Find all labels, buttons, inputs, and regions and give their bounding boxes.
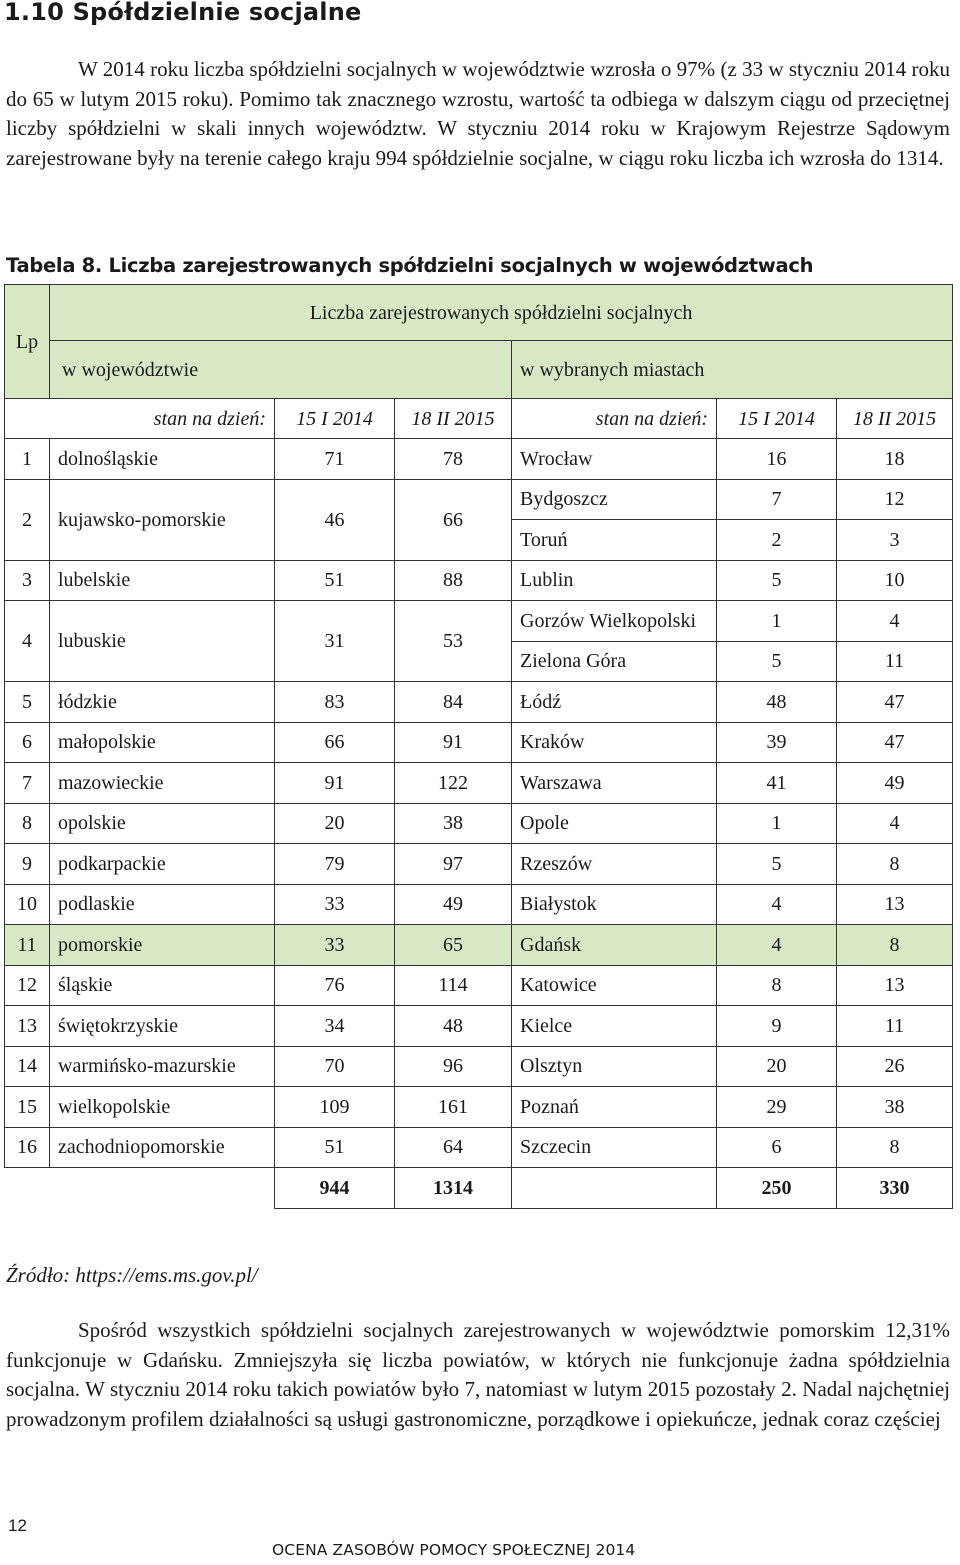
- date-2015-cities: 18 II 2015: [837, 399, 953, 439]
- city-count-2014-cell: 39: [717, 722, 837, 763]
- voivodeship-cell: śląskie: [50, 965, 275, 1006]
- city-count-2014-cell: 20: [717, 1046, 837, 1087]
- city-count-2015-cell: 10: [837, 560, 953, 601]
- lp-cell: 9: [5, 844, 50, 885]
- lp-cell: 5: [5, 682, 50, 723]
- city-count-2014-cell: 1: [717, 803, 837, 844]
- city-count-2014-cell: 8: [717, 965, 837, 1006]
- source-note: Źródło: https://ems.ms.gov.pl/: [6, 1263, 258, 1287]
- city-count-2015-cell: 49: [837, 763, 953, 804]
- count-2014-cell: 83: [275, 682, 395, 723]
- lp-cell: 2: [5, 479, 50, 560]
- voivodeship-cell: pomorskie: [50, 925, 275, 966]
- total-cities-2014: 250: [717, 1168, 837, 1209]
- count-2015-cell: 114: [395, 965, 512, 1006]
- voivodeship-cell: podkarpackie: [50, 844, 275, 885]
- lp-cell: 6: [5, 722, 50, 763]
- count-2014-cell: 34: [275, 1006, 395, 1047]
- cooperatives-table: [4, 284, 953, 1209]
- intro-paragraph: [6, 55, 950, 173]
- count-2015-cell: 66: [395, 479, 512, 560]
- count-2015-cell: 161: [395, 1087, 512, 1128]
- table-row: [5, 722, 953, 763]
- total-cities-2015: 330: [837, 1168, 953, 1209]
- city-count-2014-cell: 5: [717, 641, 837, 682]
- voivodeship-cell: opolskie: [50, 803, 275, 844]
- lp-cell: 14: [5, 1046, 50, 1087]
- table-row: [5, 1087, 953, 1128]
- table-row: [5, 803, 953, 844]
- city-count-2014-cell: 1: [717, 601, 837, 642]
- count-2014-cell: 79: [275, 844, 395, 885]
- voivodeship-cell: podlaskie: [50, 884, 275, 925]
- count-2014-cell: 51: [275, 1127, 395, 1168]
- table-row: [5, 560, 953, 601]
- city-cell: Gorzów Wielkopolski: [512, 601, 717, 642]
- table-row: [5, 1046, 953, 1087]
- city-cell: Zielona Góra: [512, 641, 717, 682]
- lp-cell: 7: [5, 763, 50, 804]
- count-2014-cell: 51: [275, 560, 395, 601]
- count-2015-cell: 91: [395, 722, 512, 763]
- city-cell: Warszawa: [512, 763, 717, 804]
- main-header: Liczba zarejestrowanych spółdzielni socjalnych: [50, 285, 953, 341]
- voivodeship-cell: kujawsko-pomorskie: [50, 479, 275, 560]
- stan-label-cities: stan na dzień:: [512, 399, 717, 439]
- table-row: [5, 479, 953, 520]
- city-count-2015-cell: 26: [837, 1046, 953, 1087]
- voivodeship-cell: lubelskie: [50, 560, 275, 601]
- city-count-2015-cell: 4: [837, 601, 953, 642]
- city-cell: Gdańsk: [512, 925, 717, 966]
- count-2015-cell: 64: [395, 1127, 512, 1168]
- count-2015-cell: 88: [395, 560, 512, 601]
- count-2015-cell: 84: [395, 682, 512, 723]
- count-2015-cell: 122: [395, 763, 512, 804]
- lp-cell: 1: [5, 439, 50, 480]
- lp-cell: 12: [5, 965, 50, 1006]
- count-2015-cell: 97: [395, 844, 512, 885]
- city-count-2014-cell: 7: [717, 479, 837, 520]
- lp-cell: 16: [5, 1127, 50, 1168]
- city-cell: Rzeszów: [512, 844, 717, 885]
- lp-cell: 8: [5, 803, 50, 844]
- city-count-2015-cell: 4: [837, 803, 953, 844]
- table-row: [5, 1006, 953, 1047]
- count-2014-cell: 33: [275, 884, 395, 925]
- count-2015-cell: 48: [395, 1006, 512, 1047]
- table-row: [5, 763, 953, 804]
- section-heading: 1.10 Spółdzielnie socjalne: [4, 0, 362, 26]
- table-row: [5, 1127, 953, 1168]
- city-count-2015-cell: 12: [837, 479, 953, 520]
- city-cell: Szczecin: [512, 1127, 717, 1168]
- voivodeship-header: w województwie: [50, 341, 512, 399]
- city-cell: Poznań: [512, 1087, 717, 1128]
- city-count-2014-cell: 4: [717, 884, 837, 925]
- count-2015-cell: 53: [395, 601, 512, 682]
- city-cell: Opole: [512, 803, 717, 844]
- city-cell: Kraków: [512, 722, 717, 763]
- lp-cell: 4: [5, 601, 50, 682]
- city-count-2014-cell: 9: [717, 1006, 837, 1047]
- city-count-2015-cell: 8: [837, 1127, 953, 1168]
- lp-cell: 11: [5, 925, 50, 966]
- intro-paragraph-text: W 2014 roku liczba spółdzielni socjalnych w województwie wzrosła o 97% (z 33 w styczniu 2014 roku do 65 w lutym 2015 roku). Pomimo tak znacznego wzrostu, wartość ta odbiega w dalszym ciągu od przeciętnej liczby spółdzielni w skali innych województw. W styczniu 2014 roku w Krajowym Rejestrze Sądowym zarejestrowane były na terenie całego kraju 994 spółdzielnie socjalne, w ciągu roku liczba ich wzrosła do 1314.: [6, 57, 950, 170]
- city-count-2014-cell: 29: [717, 1087, 837, 1128]
- count-2015-cell: 96: [395, 1046, 512, 1087]
- count-2014-cell: 33: [275, 925, 395, 966]
- city-cell: Kielce: [512, 1006, 717, 1047]
- lp-cell: 3: [5, 560, 50, 601]
- stan-label-voivodeship: stan na dzień:: [5, 399, 275, 439]
- lp-header: Lp: [5, 285, 50, 399]
- voivodeship-cell: wielkopolskie: [50, 1087, 275, 1128]
- city-count-2015-cell: 47: [837, 722, 953, 763]
- page-footer: OCENA ZASOBÓW POMOCY SPOŁECZNEJ 2014: [272, 1541, 636, 1559]
- count-2015-cell: 49: [395, 884, 512, 925]
- table-row: [5, 884, 953, 925]
- page-number: 12: [8, 1516, 27, 1535]
- voivodeship-cell: dolnośląskie: [50, 439, 275, 480]
- table-caption: Tabela 8. Liczba zarejestrowanych spółdzielni socjalnych w województwach: [6, 254, 814, 277]
- table-row: [5, 439, 953, 480]
- closing-paragraph-text: Spośród wszystkich spółdzielni socjalnych zarejestrowanych w województwie pomorskim 12,31% funkcjonuje w Gdańsku. Zmniejszyła się liczba powiatów, w których nie funkcjonuje żadna spółdzielnia socjalna. W styczniu 2014 roku takich powiatów było 7, natomiast w lutym 2015 pozostały 2. Nadal najchętniej prowadzonym profilem działalności są usługi gastronomiczne, porządkowe i opiekuńcze, jednak coraz częściej: [6, 1318, 950, 1431]
- voivodeship-cell: lubuskie: [50, 601, 275, 682]
- count-2015-cell: 78: [395, 439, 512, 480]
- city-cell: Wrocław: [512, 439, 717, 480]
- table-row: [5, 601, 953, 642]
- city-cell: Toruń: [512, 520, 717, 561]
- city-count-2015-cell: 8: [837, 925, 953, 966]
- city-count-2015-cell: 47: [837, 682, 953, 723]
- total-2015: 1314: [395, 1168, 512, 1209]
- totals-row: [5, 1168, 953, 1209]
- count-2014-cell: 66: [275, 722, 395, 763]
- city-count-2014-cell: 6: [717, 1127, 837, 1168]
- city-cell: Katowice: [512, 965, 717, 1006]
- city-count-2014-cell: 5: [717, 560, 837, 601]
- city-count-2015-cell: 38: [837, 1087, 953, 1128]
- city-count-2015-cell: 11: [837, 641, 953, 682]
- city-cell: Lublin: [512, 560, 717, 601]
- date-2015-voivodeship: 18 II 2015: [395, 399, 512, 439]
- count-2014-cell: 71: [275, 439, 395, 480]
- voivodeship-cell: małopolskie: [50, 722, 275, 763]
- date-2014-cities: 15 I 2014: [717, 399, 837, 439]
- city-count-2014-cell: 16: [717, 439, 837, 480]
- city-count-2015-cell: 13: [837, 965, 953, 1006]
- lp-cell: 13: [5, 1006, 50, 1047]
- city-count-2015-cell: 18: [837, 439, 953, 480]
- city-count-2015-cell: 8: [837, 844, 953, 885]
- count-2015-cell: 38: [395, 803, 512, 844]
- table-row: [5, 925, 953, 966]
- city-count-2015-cell: 3: [837, 520, 953, 561]
- city-count-2014-cell: 41: [717, 763, 837, 804]
- city-count-2014-cell: 5: [717, 844, 837, 885]
- totals-blank-cities: [512, 1168, 717, 1209]
- count-2014-cell: 70: [275, 1046, 395, 1087]
- voivodeship-cell: świętokrzyskie: [50, 1006, 275, 1047]
- date-2014-voivodeship: 15 I 2014: [275, 399, 395, 439]
- count-2014-cell: 91: [275, 763, 395, 804]
- count-2014-cell: 109: [275, 1087, 395, 1128]
- voivodeship-cell: warmińsko-mazurskie: [50, 1046, 275, 1087]
- city-cell: Bydgoszcz: [512, 479, 717, 520]
- count-2014-cell: 20: [275, 803, 395, 844]
- table-row: [5, 844, 953, 885]
- lp-cell: 10: [5, 884, 50, 925]
- voivodeship-cell: zachodniopomorskie: [50, 1127, 275, 1168]
- city-cell: Olsztyn: [512, 1046, 717, 1087]
- closing-paragraph: [6, 1316, 950, 1434]
- total-2014: 944: [275, 1168, 395, 1209]
- city-cell: Łódź: [512, 682, 717, 723]
- city-count-2015-cell: 13: [837, 884, 953, 925]
- city-count-2014-cell: 2: [717, 520, 837, 561]
- table-row: [5, 682, 953, 723]
- count-2014-cell: 46: [275, 479, 395, 560]
- city-count-2015-cell: 11: [837, 1006, 953, 1047]
- totals-blank: [5, 1168, 275, 1209]
- lp-cell: 15: [5, 1087, 50, 1128]
- cities-header: w wybranych miastach: [512, 341, 953, 399]
- count-2015-cell: 65: [395, 925, 512, 966]
- count-2014-cell: 76: [275, 965, 395, 1006]
- city-count-2014-cell: 48: [717, 682, 837, 723]
- count-2014-cell: 31: [275, 601, 395, 682]
- table-row: [5, 965, 953, 1006]
- city-count-2014-cell: 4: [717, 925, 837, 966]
- voivodeship-cell: mazowieckie: [50, 763, 275, 804]
- city-cell: Białystok: [512, 884, 717, 925]
- voivodeship-cell: łódzkie: [50, 682, 275, 723]
